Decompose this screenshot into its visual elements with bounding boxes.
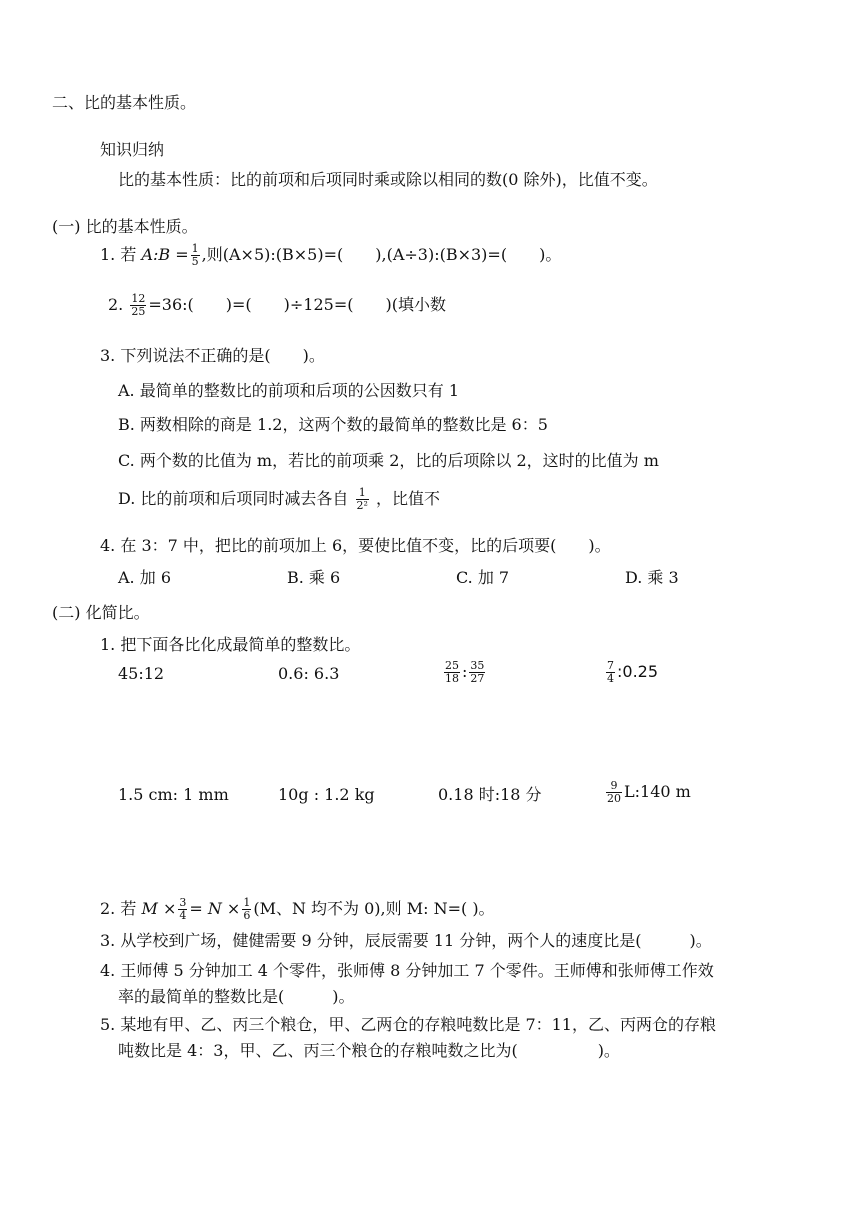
q1-fraction: $\frac{1}{5}$ (191, 242, 199, 268)
part2-q4-line2: 率的最简单的整数比是( )。 (118, 987, 355, 1006)
q3-option-c: C. 两个数的比值为 m，若比的前项乘 2，比的后项除以 2，这时的比值为 m (118, 451, 659, 470)
ratio-g-kg: 10g : 1.2 kg (278, 785, 375, 804)
part2-q5-line1: 5. 某地有甲、乙、丙三个粮仓，甲、乙两仓的存粮吨数比是 7：11，乙、丙两仓的存粮 (100, 1015, 716, 1034)
q1-pre: 若 (120, 245, 137, 264)
part2-q5-line2: 吨数比是 4：3，甲、乙、丙三个粮仓的存粮吨数之比为( )。 (118, 1041, 620, 1060)
part1-q3-stem: 3. 下列说法不正确的是( )。 (100, 346, 325, 365)
q2-post: =36:( )=( )÷125=( )(填小数 (148, 295, 446, 314)
q1-post: ,则(A×5):(B×5)=( ),(A÷3):(B×3)=( )。 (201, 245, 562, 264)
q3-d-fraction: $\frac{1}{\text{2²}}$ (356, 486, 368, 512)
part2-q1-stem: 1. 把下面各比化成最简单的整数比。 (100, 635, 361, 654)
part2-q3: 3. 从学校到广场，健健需要 9 分钟，辰辰需要 11 分钟，两个人的速度比是( )。 (100, 931, 712, 950)
q4-option-b: B. 乘 6 (287, 568, 341, 587)
q3-option-a: A. 最简单的整数比的前项和后项的公因数只有 1 (118, 381, 459, 400)
q4-option-c: C. 加 7 (456, 568, 510, 587)
ratio-cm-mm: 1.5 cm: 1 mm (118, 785, 229, 804)
q1-number: 1. (100, 245, 116, 264)
q1-lhs: A:B = (141, 245, 189, 264)
q3-option-b: B. 两数相除的商是 1.2，这两个数的最简单的整数比是 6：5 (118, 415, 548, 434)
ratio-hour-minute: 0.18 时:18 分 (438, 785, 542, 804)
ratio-0.6-6.3: 0.6: 6.3 (278, 664, 340, 683)
q3-option-d: D. 比的前项和后项同时减去各自 $\frac{1}{\text{2²}}$ ，比值不 (118, 486, 441, 512)
section-title: 二、比的基本性质。 (52, 93, 197, 112)
part2-title: (二) 化简比。 (52, 603, 150, 622)
part1-title: (一) 比的基本性质。 (52, 217, 198, 236)
part1-q1 (100, 243, 561, 268)
q2-number: 2. (108, 295, 124, 314)
ratio-fraction-pair: $\frac{25}{18}$ : $\frac{35}{27}$ (445, 659, 485, 685)
q2-fraction: $\frac{12}{25}$ (131, 292, 146, 318)
q4-option-a: A. 加 6 (118, 568, 171, 587)
knowledge-heading: 知识归纳 (100, 140, 165, 159)
q4-option-d: D. 乘 3 (625, 568, 679, 587)
part2-q2: 2. 若 M × $\frac{3}{4}$ = N × $\frac{1}{6}$ (M、N 均不为 0),则 M: N=( )。 (100, 896, 495, 922)
ratio-45-12: 45:12 (118, 664, 165, 683)
part2-q4-line1: 4. 王师傅 5 分钟加工 4 个零件，张师傅 8 分钟加工 7 个零件。王师傅和张师傅工作效 (100, 961, 714, 980)
part1-q4-stem: 4. 在 3：7 中，把比的前项加上 6，要使比值不变，比的后项要( )。 (100, 536, 611, 555)
ratio-liter-meter: $\frac{9}{20}$ L:140 m (607, 779, 691, 805)
knowledge-text: 比的基本性质：比的前项和后项同时乘或除以相同的数(0 除外)，比值不变。 (118, 170, 658, 189)
ratio-seven-fourths: $\frac{7}{4}$ :0.25 (607, 659, 659, 685)
part1-q2 (108, 293, 446, 318)
